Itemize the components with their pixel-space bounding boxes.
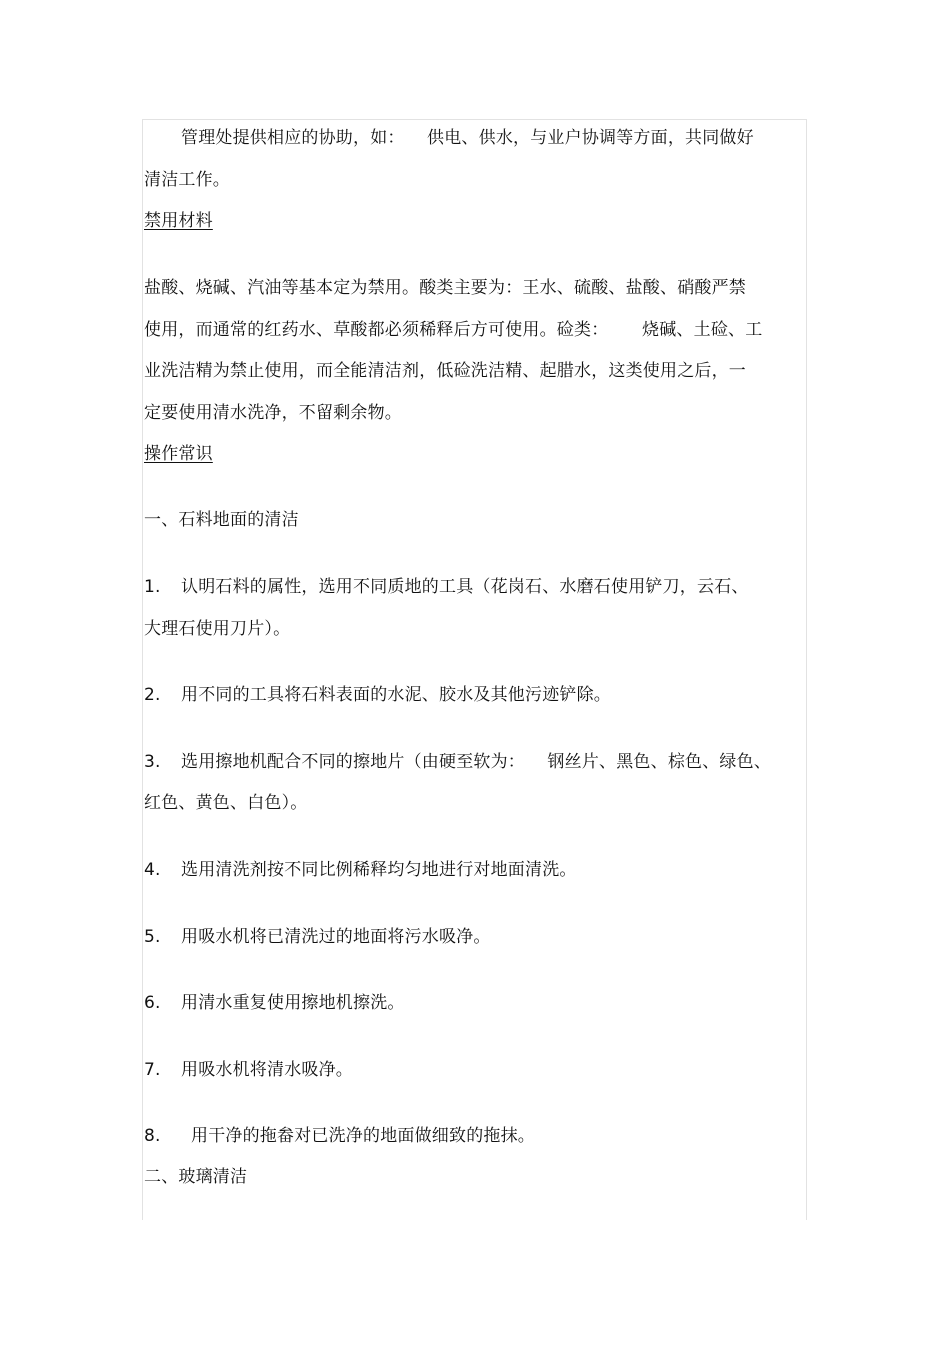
- step-number: 4.: [144, 860, 161, 880]
- step-2: [144, 684, 611, 706]
- banned-materials-heading: 禁用材料: [144, 211, 213, 231]
- step-number: 8.: [144, 1126, 161, 1146]
- intro-line-1: 管理处提供相应的协助，如： 供电、供水，与业户协调等方面，共同做好: [181, 128, 754, 148]
- page-frame-right: [806, 119, 807, 1220]
- intro-line-2: 清洁工作。: [144, 170, 230, 190]
- banned-line-4: 定要使用清水洗净，不留剩余物。: [144, 403, 402, 423]
- step-1-continued: 大理石使用刀片）。: [144, 619, 291, 639]
- step-text: 用吸水机将已清洗过的地面将污水吸净。: [181, 927, 491, 947]
- section-1-title: 一、石料地面的清洁: [144, 510, 299, 530]
- step-1: [144, 576, 749, 598]
- step-text: 认明石料的属性，选用不同质地的工具（花岗石、水磨石使用铲刀，云石、: [181, 577, 749, 597]
- step-number: 3.: [144, 752, 161, 772]
- step-text: 用清水重复使用擦地机擦洗。: [181, 993, 405, 1013]
- banned-line-2: 使用，而通常的红药水、草酸都必须稀释后方可使用。硷类： 烧碱、土硷、工: [144, 320, 763, 340]
- step-text: 用干净的拖畚对已洗净的地面做细致的拖抹。: [191, 1126, 535, 1146]
- page-frame-top: [143, 119, 807, 120]
- banned-line-1: 盐酸、烧碱、汽油等基本定为禁用。酸类主要为：王水、硫酸、盐酸、硝酸严禁: [144, 278, 746, 298]
- page-frame-left: [142, 119, 143, 1220]
- step-5: [144, 926, 491, 948]
- step-4: [144, 859, 577, 881]
- step-text: 选用清洗剂按不同比例稀释均匀地进行对地面清洗。: [181, 860, 577, 880]
- section-2-title: 二、玻璃清洁: [144, 1167, 248, 1187]
- step-number: 5.: [144, 927, 161, 947]
- step-number: 6.: [144, 993, 161, 1013]
- step-3-continued: 红色、黄色、白色）。: [144, 793, 308, 813]
- step-6: [144, 992, 405, 1014]
- step-text: 用不同的工具将石料表面的水泥、胶水及其他污迹铲除。: [181, 685, 611, 705]
- step-3: [144, 751, 772, 773]
- step-number: 1.: [144, 577, 161, 597]
- step-text: 选用擦地机配合不同的擦地片（由硬至软为： 钢丝片、黑色、棕色、绿色、: [181, 752, 772, 772]
- step-8: [144, 1125, 535, 1147]
- step-number: 7.: [144, 1060, 161, 1080]
- operation-heading: 操作常识: [144, 444, 213, 464]
- step-7: [144, 1059, 353, 1081]
- step-number: 2.: [144, 685, 161, 705]
- step-text: 用吸水机将清水吸净。: [181, 1060, 353, 1080]
- banned-line-3: 业洗洁精为禁止使用，而全能清洁剂，低硷洗洁精、起腊水，这类使用之后，一: [144, 361, 746, 381]
